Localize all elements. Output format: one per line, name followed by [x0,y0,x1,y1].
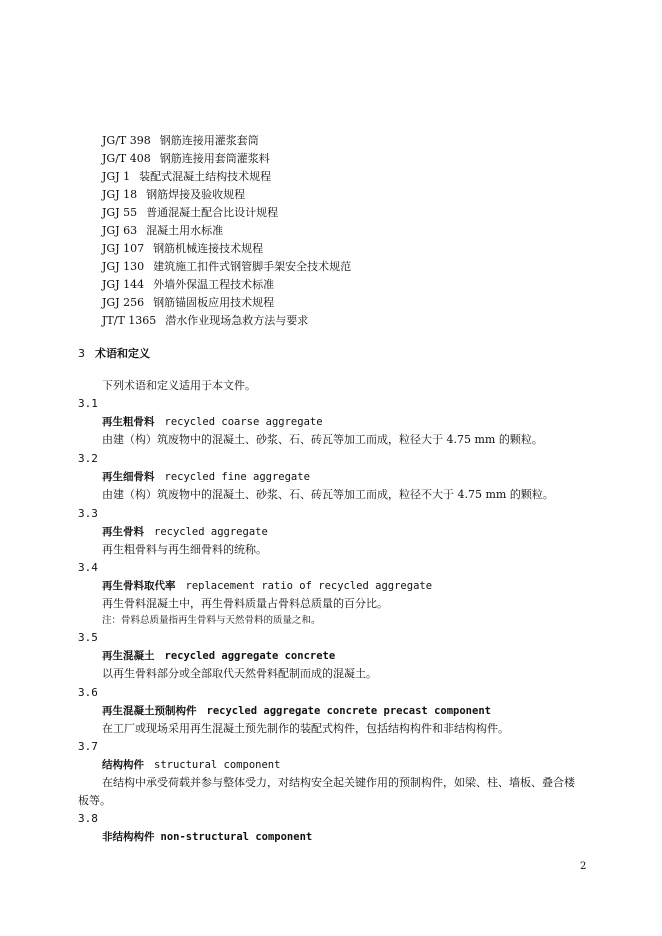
reference-code: JG/T 408 [102,152,151,165]
term-chinese: 非结构构件 [102,831,155,843]
reference-item [102,240,263,258]
term-chinese: 结构构件 [102,759,144,771]
reference-code: JGJ 18 [102,188,138,201]
term-chinese: 再生骨料 [102,526,144,538]
term-english: recycled coarse aggregate [164,416,323,428]
reference-item [102,312,308,330]
term-heading [102,702,491,720]
term-number: 3.8 [78,812,98,825]
term-definition-continued: 板等。 [78,794,111,807]
reference-code: JGJ 256 [102,296,145,309]
term-chinese: 再生混凝土 [102,650,155,662]
section-intro: 下列术语和定义适用于本文件。 [102,379,256,392]
term-number: 3.3 [78,507,98,520]
section-heading [78,345,150,363]
reference-title: 外墙外保温工程技术标准 [153,278,275,291]
reference-item [102,186,245,204]
section-title: 术语和定义 [95,347,150,360]
term-number: 3.1 [78,397,98,410]
reference-code: JGJ 144 [102,278,145,291]
term-number: 3.6 [78,686,98,699]
reference-title: 钢筋锚固板应用技术规程 [153,296,275,309]
term-heading [102,577,432,595]
term-chinese: 再生骨料取代率 [102,580,176,592]
term-heading [102,523,268,541]
reference-item [102,276,274,294]
term-heading [102,828,312,846]
reference-code: JGJ 55 [102,206,138,219]
reference-item [102,258,351,276]
reference-title: 钢筋连接用灌浆套筒 [159,134,259,147]
term-english: structural component [154,759,281,771]
reference-title: 混凝土用水标准 [146,224,224,237]
reference-code: JG/T 398 [102,134,151,147]
term-english: recycled aggregate concrete [164,650,336,662]
term-chinese: 再生混凝土预制构件 [102,705,197,717]
term-definition: 由建（构）筑废物中的混凝土、砂浆、石、砖瓦等加工而成，粒径不大于 4.75 mm 的颗粒。 [102,488,554,501]
section-number: 3 [78,347,85,360]
term-heading [102,647,335,665]
term-definition: 由建（构）筑废物中的混凝土、砂浆、石、砖瓦等加工而成，粒径大于 4.75 mm 的颗粒。 [102,433,543,446]
reference-item [102,132,259,150]
reference-title: 钢筋连接用套筒灌浆料 [159,152,270,165]
reference-title: 普通混凝土配合比设计规程 [146,206,279,219]
page-number: 2 [580,861,587,872]
term-number: 3.5 [78,631,98,644]
reference-item [102,150,270,168]
reference-item [102,294,274,312]
term-heading [102,756,280,774]
term-number: 3.2 [78,452,98,465]
term-chinese: 再生细骨料 [102,471,155,483]
term-number: 3.4 [78,561,98,574]
reference-item [102,168,271,186]
reference-title: 装配式混凝土结构技术规程 [139,170,272,183]
term-definition: 以再生骨料部分或全部取代天然骨料配制而成的混凝土。 [102,667,377,680]
reference-item [102,204,278,222]
reference-code: JGJ 107 [102,242,145,255]
reference-code: JGJ 63 [102,224,138,237]
reference-code: JGJ 1 [102,170,131,183]
term-english: recycled aggregate concrete precast component [206,705,491,717]
reference-title: 潜水作业现场急救方法与要求 [165,314,309,327]
reference-code: JT/T 1365 [102,314,157,327]
term-definition: 再生骨料混凝土中，再生骨料质量占骨料总质量的百分比。 [102,597,388,610]
reference-item [102,222,223,240]
reference-title: 钢筋焊接及验收规程 [146,188,246,201]
reference-title: 建筑施工扣件式钢管脚手架安全技术规范 [153,260,352,273]
term-english: non-structural component [160,831,313,843]
term-heading [102,468,310,486]
term-english: replacement ratio of recycled aggregate [185,580,433,592]
term-definition: 在工厂或现场采用再生混凝土预先制作的装配式构件，包括结构构件和非结构构件。 [102,722,509,735]
term-definition: 在结构中承受荷载并参与整体受力，对结构安全起关键作用的预制构件，如梁、柱、墙板、叠合楼 [102,776,575,789]
reference-code: JGJ 130 [102,260,145,273]
reference-title: 钢筋机械连接技术规程 [153,242,264,255]
term-definition: 再生粗骨料与再生细骨料的统称。 [102,543,267,556]
term-note: 注：骨料总质量指再生骨料与天然骨料的质量之和。 [102,615,321,626]
term-heading [102,413,323,431]
term-number: 3.7 [78,740,98,753]
term-english: recycled aggregate [154,526,268,538]
term-chinese: 再生粗骨料 [102,416,155,428]
term-english: recycled fine aggregate [164,471,310,483]
